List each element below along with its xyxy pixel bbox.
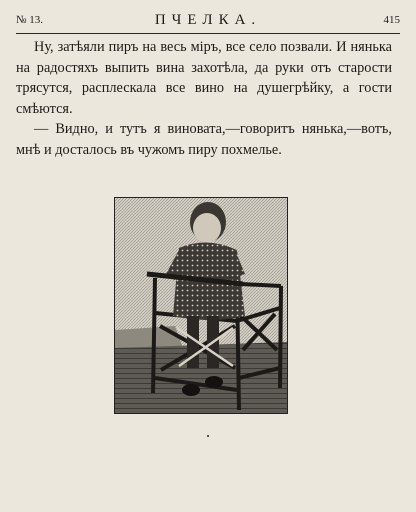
journal-title: ПЧЕЛКА. <box>154 12 262 28</box>
ornament-dot: • <box>206 432 210 441</box>
paragraph-2: — Видно, и тутъ я виновата,—говоритъ нянька,—вотъ, мнѣ и досталось въ чужомъ пиру похмелье. <box>16 121 392 158</box>
story-text <box>16 37 392 160</box>
issue-number: № 13. <box>16 14 43 26</box>
engraving-image <box>115 198 287 413</box>
child-illustration <box>114 197 288 414</box>
page-number: 415 <box>383 14 400 26</box>
floor <box>115 342 287 413</box>
running-header <box>16 14 400 30</box>
paragraph-1: Ну, затѣяли пиръ на весь міръ, все село позвали. И нянька на радостяхъ выпить вина захотѣла, да руки отъ старости трясутся, расплескала все вино на душегрѣйку, а гости смѣются. <box>16 39 392 117</box>
header-rule <box>16 33 400 34</box>
